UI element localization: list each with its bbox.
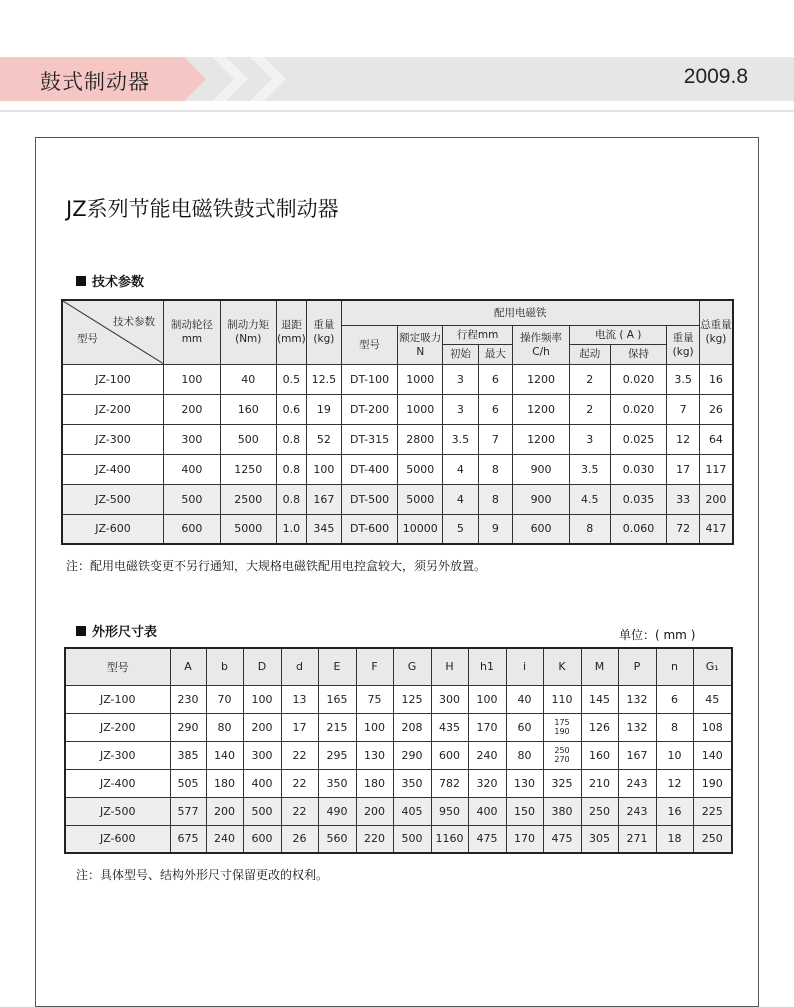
- model-cell: JZ-100: [62, 364, 164, 394]
- table-cell: 60: [506, 713, 543, 741]
- table-cell: DT-100: [341, 364, 398, 394]
- table-cell: 10: [656, 741, 693, 769]
- table-cell: 3: [569, 424, 610, 454]
- dim-col-header: n: [656, 648, 693, 685]
- table-cell: 220: [356, 825, 393, 853]
- table-cell: 0.060: [610, 514, 667, 544]
- table-cell: 782: [431, 769, 468, 797]
- table-cell: 0.8: [276, 454, 306, 484]
- dim-col-header: 型号: [65, 648, 170, 685]
- table-cell: 22: [281, 741, 318, 769]
- table-cell: 108: [693, 713, 732, 741]
- table-cell: 140: [693, 741, 732, 769]
- table-cell: 3.5: [667, 364, 699, 394]
- table-cell: 400: [468, 797, 506, 825]
- col-header-freq: 操作频率 C/h: [513, 325, 570, 364]
- table-cell: 290: [170, 713, 206, 741]
- table-cell: 385: [170, 741, 206, 769]
- square-bullet-icon: [76, 276, 86, 286]
- header-date: 2009.8: [683, 65, 748, 88]
- table-cell: 52: [307, 424, 342, 454]
- dim-col-header: A: [170, 648, 206, 685]
- table-cell: 300: [164, 424, 221, 454]
- table-row: [62, 454, 733, 484]
- table-cell: 12: [667, 424, 699, 454]
- dim-note: 注：具体型号、结构外形尺寸保留更改的权利。: [76, 868, 329, 882]
- table-cell: 2: [569, 394, 610, 424]
- col-header-torque: 制动力矩 (Nm): [220, 300, 276, 364]
- col-header-current-hold: 保持: [610, 344, 667, 364]
- col-header-current-start: 起动: [569, 344, 610, 364]
- model-cell: JZ-600: [62, 514, 164, 544]
- table-cell: 6: [478, 364, 513, 394]
- table-cell: 180: [206, 769, 243, 797]
- table-cell: 1250: [220, 454, 276, 484]
- table-cell: 230: [170, 685, 206, 713]
- table-cell: 5000: [398, 484, 443, 514]
- tech-params-table: [61, 299, 734, 545]
- table-cell: 405: [393, 797, 431, 825]
- table-cell: 12: [656, 769, 693, 797]
- dim-col-header: d: [281, 648, 318, 685]
- table-cell: 22: [281, 797, 318, 825]
- table-cell: 200: [243, 713, 281, 741]
- table-cell: 0.8: [276, 484, 306, 514]
- header-tab-arrow: [184, 57, 206, 101]
- model-cell: JZ-200: [62, 394, 164, 424]
- table-cell: 500: [220, 424, 276, 454]
- table-cell: 250: [693, 825, 732, 853]
- table-cell: 500: [164, 484, 221, 514]
- table-cell: 2: [569, 364, 610, 394]
- model-cell: JZ-500: [65, 797, 170, 825]
- table-cell: 271: [618, 825, 656, 853]
- table-cell: 19: [307, 394, 342, 424]
- table-cell: 950: [431, 797, 468, 825]
- table-cell: 80: [206, 713, 243, 741]
- table-cell: 0.020: [610, 394, 667, 424]
- table-cell: 17: [667, 454, 699, 484]
- page-title: JZ系列节能电磁铁鼓式制动器: [66, 197, 339, 221]
- table-cell: 4: [443, 454, 479, 484]
- header-title: 鼓式制动器: [40, 70, 150, 94]
- table-cell: DT-400: [341, 454, 398, 484]
- dim-col-header: G₁: [693, 648, 732, 685]
- table-cell: 3: [443, 394, 479, 424]
- col-header-stroke: 行程mm: [443, 325, 513, 344]
- table-cell: 170: [468, 713, 506, 741]
- table-cell: 4: [443, 484, 479, 514]
- table-cell: 577: [170, 797, 206, 825]
- table-cell: 1.0: [276, 514, 306, 544]
- table-cell: 26: [699, 394, 733, 424]
- table-cell: 64: [699, 424, 733, 454]
- table-cell: 240: [206, 825, 243, 853]
- table-cell: 4.5: [569, 484, 610, 514]
- square-bullet-icon: [76, 626, 86, 636]
- table-cell: 80: [506, 741, 543, 769]
- table-row: [65, 769, 732, 797]
- table-cell: 100: [356, 713, 393, 741]
- table-cell: 215: [318, 713, 356, 741]
- dimensions-table: [64, 647, 733, 854]
- table-cell: 7: [667, 394, 699, 424]
- model-cell: JZ-400: [65, 769, 170, 797]
- table-cell: 200: [164, 394, 221, 424]
- table-cell: 3.5: [443, 424, 479, 454]
- table-cell: 475: [468, 825, 506, 853]
- chevron-right-icon: [250, 57, 286, 101]
- table-cell: 160: [581, 741, 618, 769]
- table-cell: 1200: [513, 364, 570, 394]
- table-cell: 1000: [398, 364, 443, 394]
- table-row: [65, 825, 732, 853]
- table-cell: 70: [206, 685, 243, 713]
- dim-col-header: M: [581, 648, 618, 685]
- table-row: [62, 424, 733, 454]
- table-cell: 325: [543, 769, 581, 797]
- table-cell: 600: [431, 741, 468, 769]
- table-cell: 167: [618, 741, 656, 769]
- table-cell: 208: [393, 713, 431, 741]
- table-cell: 435: [431, 713, 468, 741]
- dim-col-header: H: [431, 648, 468, 685]
- corner-header: [62, 300, 164, 364]
- dim-col-header: F: [356, 648, 393, 685]
- table-cell: 9: [478, 514, 513, 544]
- table-cell: 0.020: [610, 364, 667, 394]
- table-cell: 126: [581, 713, 618, 741]
- table-cell: 22: [281, 769, 318, 797]
- table-cell: 200: [206, 797, 243, 825]
- model-cell: JZ-300: [62, 424, 164, 454]
- table-cell: [543, 741, 581, 769]
- table-cell: 5: [443, 514, 479, 544]
- table-cell: 100: [307, 454, 342, 484]
- table-row: [62, 484, 733, 514]
- table-row: [65, 713, 732, 741]
- table-cell: 350: [318, 769, 356, 797]
- table-cell: 0.035: [610, 484, 667, 514]
- tech-section-title: 技术参数: [92, 275, 145, 290]
- table-cell: [543, 713, 581, 741]
- table-cell: 490: [318, 797, 356, 825]
- col-header-stroke-max: 最大: [478, 344, 513, 364]
- model-cell: JZ-600: [65, 825, 170, 853]
- table-cell: 345: [307, 514, 342, 544]
- dim-col-header: h1: [468, 648, 506, 685]
- table-cell: 0.5: [276, 364, 306, 394]
- table-cell: 1160: [431, 825, 468, 853]
- table-cell: 72: [667, 514, 699, 544]
- table-cell: 243: [618, 797, 656, 825]
- table-cell: DT-315: [341, 424, 398, 454]
- table-cell: 600: [164, 514, 221, 544]
- table-cell: 16: [699, 364, 733, 394]
- table-cell: 8: [569, 514, 610, 544]
- unit-label: 单位：( mm ): [619, 628, 696, 642]
- dim-col-header: P: [618, 648, 656, 685]
- table-cell: 300: [431, 685, 468, 713]
- table-cell: 125: [393, 685, 431, 713]
- table-cell: 600: [243, 825, 281, 853]
- col-header-mag-weight: 重量 (kg): [667, 325, 699, 364]
- table-cell: 290: [393, 741, 431, 769]
- table-cell: 1000: [398, 394, 443, 424]
- table-cell: 475: [543, 825, 581, 853]
- stacked-value: 250 270: [554, 745, 570, 764]
- dim-col-header: i: [506, 648, 543, 685]
- table-cell: 400: [243, 769, 281, 797]
- tech-note: 注：配用电磁铁变更不另行通知，大规格电磁铁配用电控盒较大，须另外放置。: [66, 559, 487, 573]
- dim-section-title: 外形尺寸表: [92, 625, 158, 640]
- dim-col-header: D: [243, 648, 281, 685]
- model-cell: JZ-500: [62, 484, 164, 514]
- dim-col-header: b: [206, 648, 243, 685]
- table-row: [62, 514, 733, 544]
- table-cell: 180: [356, 769, 393, 797]
- table-cell: DT-500: [341, 484, 398, 514]
- corner-bottom-label: 型号: [77, 332, 98, 345]
- table-cell: 40: [220, 364, 276, 394]
- table-cell: 200: [356, 797, 393, 825]
- table-row: [62, 394, 733, 424]
- table-cell: 900: [513, 454, 570, 484]
- table-cell: 145: [581, 685, 618, 713]
- table-cell: 6: [656, 685, 693, 713]
- tech-section-heading: [76, 271, 144, 290]
- table-cell: 675: [170, 825, 206, 853]
- table-cell: 1200: [513, 424, 570, 454]
- table-cell: 40: [506, 685, 543, 713]
- model-cell: JZ-100: [65, 685, 170, 713]
- table-cell: 140: [206, 741, 243, 769]
- table-cell: 167: [307, 484, 342, 514]
- table-cell: 400: [164, 454, 221, 484]
- table-cell: 12.5: [307, 364, 342, 394]
- dim-col-header: E: [318, 648, 356, 685]
- table-cell: 26: [281, 825, 318, 853]
- table-cell: 320: [468, 769, 506, 797]
- table-cell: 117: [699, 454, 733, 484]
- chevron-right-icon: [212, 57, 248, 101]
- col-header-wheel: 制动轮径 mm: [164, 300, 221, 364]
- table-cell: 600: [513, 514, 570, 544]
- table-cell: 18: [656, 825, 693, 853]
- table-cell: 8: [478, 454, 513, 484]
- table-cell: 190: [693, 769, 732, 797]
- table-row: [65, 741, 732, 769]
- table-cell: 350: [393, 769, 431, 797]
- col-header-retreat: 退距 (mm): [276, 300, 306, 364]
- table-cell: 240: [468, 741, 506, 769]
- model-cell: JZ-200: [65, 713, 170, 741]
- table-cell: 295: [318, 741, 356, 769]
- header-divider: [0, 110, 794, 112]
- table-cell: 500: [243, 797, 281, 825]
- table-cell: 33: [667, 484, 699, 514]
- table-cell: 13: [281, 685, 318, 713]
- model-cell: JZ-300: [65, 741, 170, 769]
- stacked-value: 175 190: [554, 717, 570, 736]
- table-cell: 100: [243, 685, 281, 713]
- table-cell: 165: [318, 685, 356, 713]
- table-cell: 132: [618, 685, 656, 713]
- model-cell: JZ-400: [62, 454, 164, 484]
- table-cell: 500: [393, 825, 431, 853]
- table-cell: 3.5: [569, 454, 610, 484]
- table-cell: 5000: [220, 514, 276, 544]
- table-cell: 130: [506, 769, 543, 797]
- table-cell: 170: [506, 825, 543, 853]
- table-cell: 380: [543, 797, 581, 825]
- col-header-stroke-initial: 初始: [443, 344, 479, 364]
- table-cell: 110: [543, 685, 581, 713]
- table-cell: 900: [513, 484, 570, 514]
- table-row: [65, 797, 732, 825]
- table-cell: 417: [699, 514, 733, 544]
- table-cell: DT-600: [341, 514, 398, 544]
- table-cell: 10000: [398, 514, 443, 544]
- table-cell: 2500: [220, 484, 276, 514]
- table-cell: 0.030: [610, 454, 667, 484]
- table-cell: 130: [356, 741, 393, 769]
- corner-top-label: 技术参数: [113, 316, 155, 328]
- col-header-weight: 重量 (kg): [307, 300, 342, 364]
- table-cell: 8: [478, 484, 513, 514]
- col-header-current: 电流 ( A ): [569, 325, 666, 344]
- table-cell: 0.8: [276, 424, 306, 454]
- table-row: [65, 685, 732, 713]
- col-header-total: 总重量 (kg): [699, 300, 733, 364]
- table-cell: 160: [220, 394, 276, 424]
- table-cell: DT-200: [341, 394, 398, 424]
- table-cell: 17: [281, 713, 318, 741]
- col-header-magnet-group: 配用电磁铁: [341, 300, 699, 325]
- table-cell: 250: [581, 797, 618, 825]
- table-cell: 200: [699, 484, 733, 514]
- table-cell: 300: [243, 741, 281, 769]
- table-cell: 2800: [398, 424, 443, 454]
- dim-section-heading: [76, 621, 157, 640]
- table-cell: 6: [478, 394, 513, 424]
- table-cell: 1200: [513, 394, 570, 424]
- table-cell: 45: [693, 685, 732, 713]
- table-cell: 7: [478, 424, 513, 454]
- table-cell: 100: [164, 364, 221, 394]
- table-cell: 243: [618, 769, 656, 797]
- table-cell: 505: [170, 769, 206, 797]
- table-cell: 210: [581, 769, 618, 797]
- table-row: [62, 364, 733, 394]
- table-cell: 0.025: [610, 424, 667, 454]
- table-cell: 132: [618, 713, 656, 741]
- dim-col-header: K: [543, 648, 581, 685]
- table-cell: 560: [318, 825, 356, 853]
- table-cell: 150: [506, 797, 543, 825]
- table-cell: 5000: [398, 454, 443, 484]
- table-cell: 75: [356, 685, 393, 713]
- table-cell: 225: [693, 797, 732, 825]
- dim-col-header: G: [393, 648, 431, 685]
- table-cell: 0.6: [276, 394, 306, 424]
- col-header-force: 额定吸力 N: [398, 325, 443, 364]
- table-cell: 100: [468, 685, 506, 713]
- col-header-mag-model: 型号: [341, 325, 398, 364]
- table-cell: 16: [656, 797, 693, 825]
- table-cell: 8: [656, 713, 693, 741]
- table-cell: 305: [581, 825, 618, 853]
- table-cell: 3: [443, 364, 479, 394]
